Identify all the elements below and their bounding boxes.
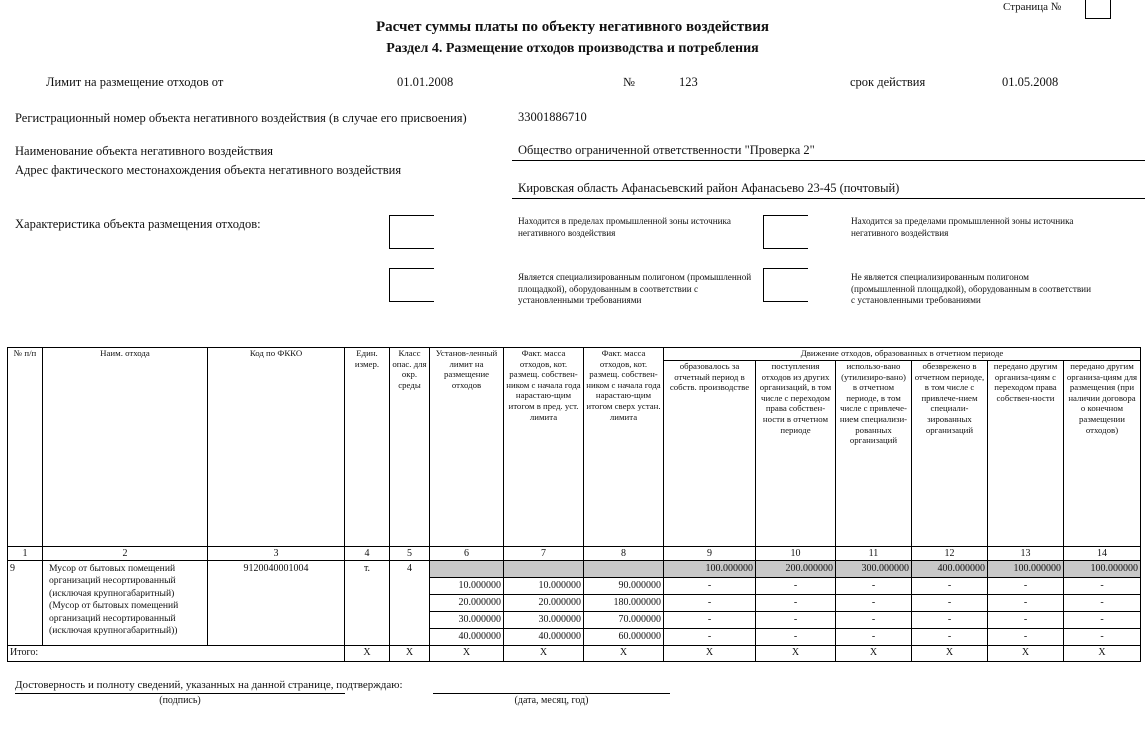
col-number: 13 [988,547,1064,561]
subrow-m3: - [836,578,912,595]
option-not-specialized: Не является специализированным полигоном (промышленной площадкой), оборудованным в соответствии с установленными требованиями [851,272,1092,305]
subrow-m6: - [1064,595,1141,612]
subrow-within: 10.000000 [504,578,584,595]
characteristics-label: Характеристика объекта размещения отходов: [15,217,261,231]
col-number: 11 [836,547,912,561]
object-name-value: Общество ограниченной ответственности "Проверка 2" [512,143,1145,161]
subrow-m6: - [1064,629,1141,646]
subrow-m1: - [664,612,756,629]
limit-number: 123 [679,75,698,89]
subrow-m2: - [756,612,836,629]
total-mark: X [756,646,836,662]
col-number: 12 [912,547,988,561]
row-m6-total: 100.000000 [1064,561,1141,578]
date-line[interactable] [433,693,670,694]
header-class: Класс опас. для окр. среды [390,348,430,547]
col-number: 7 [504,547,584,561]
header-m6: передано другим организа-циям для размещения (при наличии договора о конечном размещении отходов) [1064,361,1141,547]
total-mark: X [988,646,1064,662]
waste-table [7,347,1141,662]
header-m2: поступления отходов из других организаций, в том числе с переходом права собствен-ности в отчетном периоде [756,361,836,547]
col-number: 5 [390,547,430,561]
subrow-m3: - [836,629,912,646]
header-m3: использо-вано (утилизиро-вано) в отчетном периоде, в том числе с привлече-нием специализи-рованных организаций [836,361,912,547]
option-out-zone: Находится за пределами промышленной зоны источника негативного воздействия [851,216,1074,238]
subrow-m5: - [988,612,1064,629]
col-number: 6 [430,547,504,561]
page-title: Расчет суммы платы по объекту негативного воздействия [375,19,770,35]
col-number: 8 [584,547,664,561]
row-m2-total: 200.000000 [756,561,836,578]
row-num: 9 [8,561,43,646]
row-over-total [584,561,664,578]
confirmation-text: Достоверность и полноту сведений, указанных на данной странице, подтверждаю: [15,679,403,691]
limit-date-to: 01.05.2008 [1002,75,1059,89]
total-mark: X [664,646,756,662]
row-m3-total: 300.000000 [836,561,912,578]
row-m5-total: 100.000000 [988,561,1064,578]
subrow-limit: 20.000000 [430,595,504,612]
address-value: Кировская область Афанасьевский район Афанасьево 23-45 (почтовый) [512,181,1145,199]
checkbox-in-zone[interactable] [389,215,434,249]
subrow-m5: - [988,578,1064,595]
header-fact-over: Факт. масса отходов, кот. размещ. собствен-ником с начала года нарастаю-щим итогом сверх устан. лимита [584,348,664,547]
header-limit: Установ-ленный лимит на размещение отходов [430,348,504,547]
subrow-m5: - [988,629,1064,646]
row-limit-total [430,561,504,578]
subrow-over: 60.000000 [584,629,664,646]
subrow-m4: - [912,595,988,612]
row-within-total [504,561,584,578]
col-number: 9 [664,547,756,561]
subrow-m3: - [836,612,912,629]
total-mark: X [504,646,584,662]
header-m5: передано другим организа-циям с переходом права собствен-ности [988,361,1064,547]
total-mark: X [345,646,390,662]
header-m4: обезврежено в отчетном периоде, в том числе с привлече-нием специали-зированных организаций [912,361,988,547]
limit-validity-label: срок действия [850,75,926,89]
total-mark: X [1064,646,1141,662]
subrow-limit: 40.000000 [430,629,504,646]
subrow-m2: - [756,595,836,612]
reg-number-label: Регистрационный номер объекта негативного воздействия (в случае его присвоения) [15,111,467,125]
row-code: 9120040001004 [208,561,345,646]
checkbox-specialized[interactable] [389,268,434,302]
signature-line[interactable] [15,693,345,694]
object-name-label: Наименование объекта негативного воздействия [15,144,274,158]
limit-date-from: 01.01.2008 [397,75,454,89]
limit-number-label: № [623,75,635,89]
subrow-m1: - [664,595,756,612]
total-mark: X [912,646,988,662]
subrow-m4: - [912,612,988,629]
option-specialized: Является специализированным полигоном (промышленной площадкой), оборудованным в соответствии с установленными требованиями [518,272,752,305]
header-code: Код по ФККО [208,348,345,547]
row-m1-total: 100.000000 [664,561,756,578]
header-m1: образовалось за отчетный период в собств. производстве [664,361,756,547]
subrow-over: 70.000000 [584,612,664,629]
checkbox-out-zone[interactable] [763,215,808,249]
total-mark: X [836,646,912,662]
header-num: № п/п [8,348,43,547]
total-label: Итого: [8,646,345,662]
option-in-zone: Находится в пределах промышленной зоны источника негативного воздействия [518,216,731,238]
subrow-m5: - [988,595,1064,612]
limit-label: Лимит на размещение отходов от [46,75,224,89]
section-title: Раздел 4. Размещение отходов производства и потребления [386,41,759,56]
col-number: 10 [756,547,836,561]
total-mark: X [390,646,430,662]
subrow-m1: - [664,629,756,646]
checkbox-not-specialized[interactable] [763,268,808,302]
page-number-box[interactable] [1085,0,1111,19]
date-caption: (дата, месяц, год) [514,695,589,706]
subrow-m3: - [836,595,912,612]
subrow-over: 180.000000 [584,595,664,612]
col-number: 2 [43,547,208,561]
row-waste-name: Мусор от бытовых помещений организаций несортированный (исключая крупногабаритный) (Мусор от бытовых помещений организаций несортированный (исключая крупногабаритный)) [43,561,208,646]
col-number: 14 [1064,547,1141,561]
subrow-m6: - [1064,578,1141,595]
header-name: Наим. отхода [43,348,208,547]
subrow-within: 20.000000 [504,595,584,612]
subrow-limit: 10.000000 [430,578,504,595]
total-mark: X [430,646,504,662]
col-number: 4 [345,547,390,561]
reg-number-value: 33001886710 [518,110,587,124]
subrow-m6: - [1064,612,1141,629]
subrow-limit: 30.000000 [430,612,504,629]
header-fact-within: Факт. масса отходов, кот. размещ. собствен-ником с начала года нарастаю-щим итогом в пред. уст. лимита [504,348,584,547]
row-m4-total: 400.000000 [912,561,988,578]
row-unit: т. [345,561,390,646]
address-label: Адрес фактического местонахождения объекта негативного воздействия [15,163,402,177]
header-movement: Движение отходов, образованных в отчетном периоде [664,348,1141,361]
subrow-m2: - [756,578,836,595]
subrow-m1: - [664,578,756,595]
subrow-within: 30.000000 [504,612,584,629]
col-number: 1 [8,547,43,561]
subrow-over: 90.000000 [584,578,664,595]
subrow-m4: - [912,629,988,646]
total-mark: X [584,646,664,662]
signature-caption: (подпись) [159,695,201,706]
header-unit: Един. измер. [345,348,390,547]
subrow-m2: - [756,629,836,646]
subrow-m4: - [912,578,988,595]
col-number: 3 [208,547,345,561]
row-class: 4 [390,561,430,646]
subrow-within: 40.000000 [504,629,584,646]
page-number-label: Страница № [1003,1,1062,13]
